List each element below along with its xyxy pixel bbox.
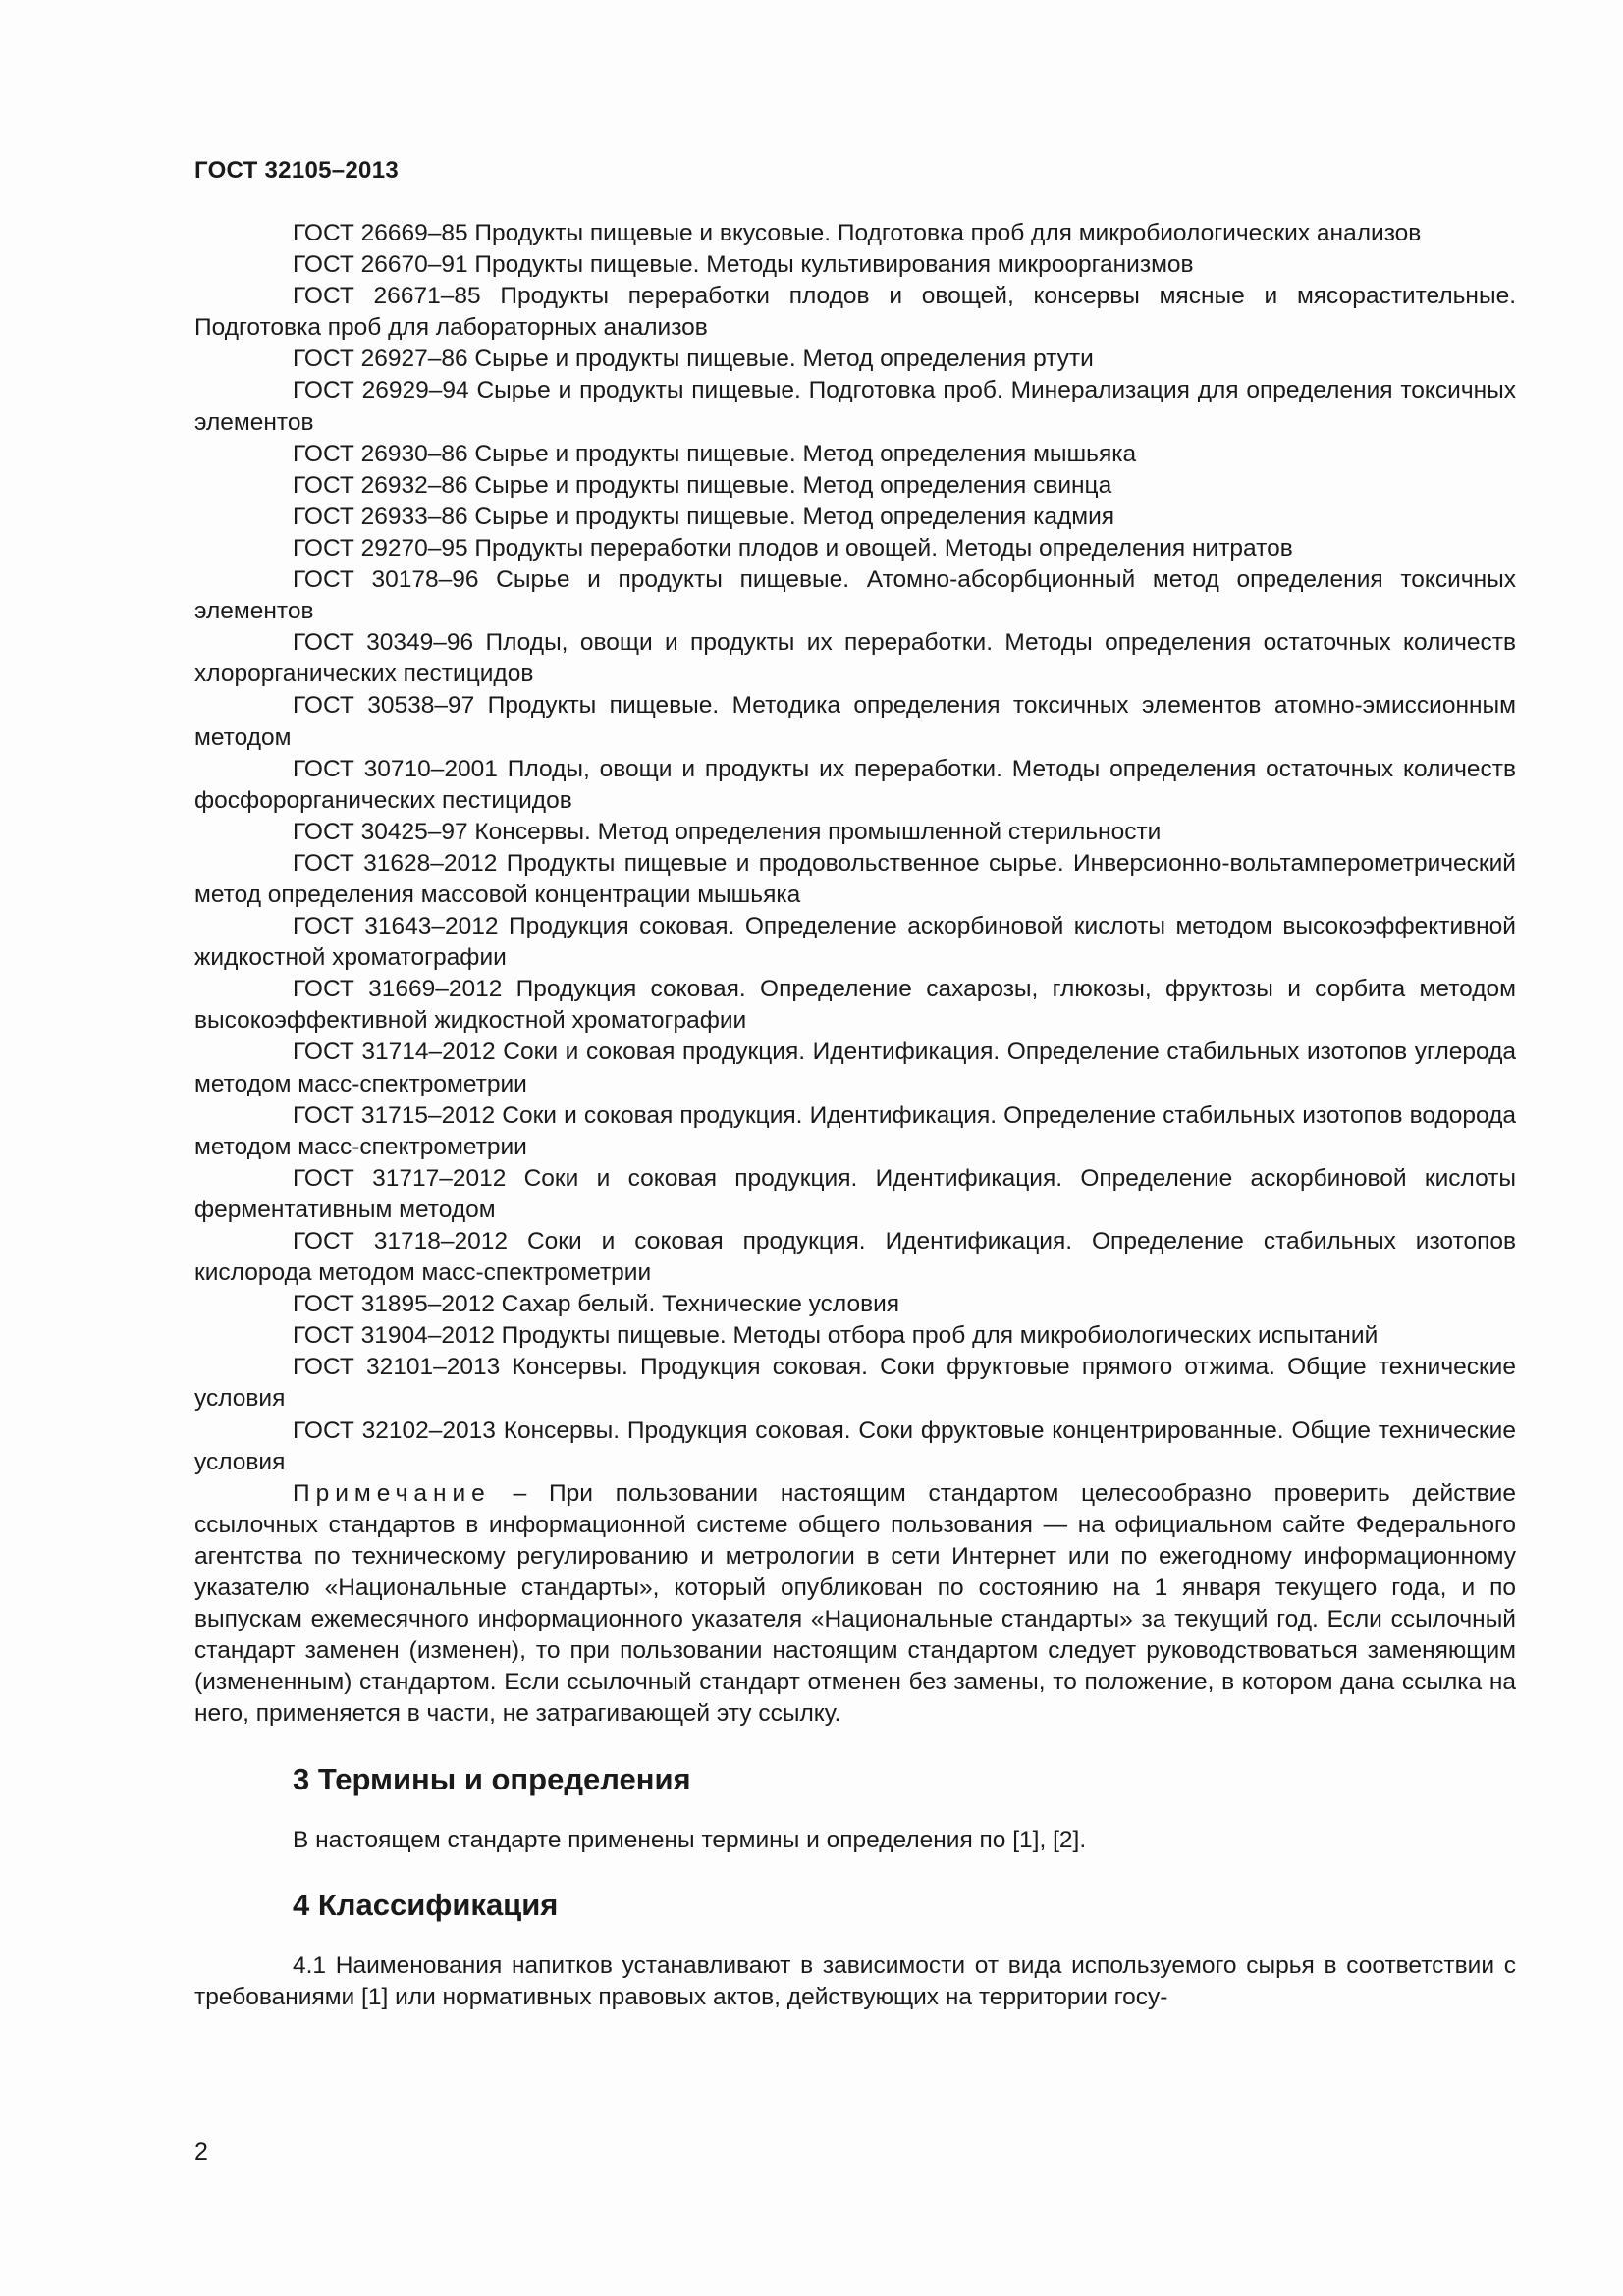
note-paragraph xyxy=(194,1478,1516,1731)
reference-item: ГОСТ 26669–85 Продукты пищевые и вкусовые. Подготовка проб для микробиологических анализов xyxy=(293,220,1422,246)
reference-item: ГОСТ 26671–85 Продукты переработки плодов и овощей, консервы мясные и мясорастительные. Подготовка проб для лабораторных анализов xyxy=(194,283,1516,342)
note-label: Примечание xyxy=(293,1479,491,1507)
reference-item: ГОСТ 31718–2012 Соки и соковая продукция. Идентификация. Определение стабильных изотопов кислорода методом масс-спектрометрии xyxy=(194,1228,1516,1287)
section-3-title: 3 Термины и определения xyxy=(293,1761,691,1796)
reference-item: ГОСТ 30425–97 Консервы. Метод определения промышленной стерильности xyxy=(293,818,1162,845)
reference-item: ГОСТ 32101–2013 Консервы. Продукция соковая. Соки фруктовые прямого отжима. Общие технические условия xyxy=(194,1354,1516,1413)
section-4-text: 4.1 Наименования напитков устанавливают в зависимости от вида используемого сырья в соответствии с требованиями [1] или нормативных правовых актов, действующих на территории госу- xyxy=(194,1951,1516,2010)
reference-item: ГОСТ 26929–94 Сырье и продукты пищевые. Подготовка проб. Минерализация для определения токсичных элементов xyxy=(194,377,1516,436)
reference-item: ГОСТ 26933–86 Сырье и продукты пищевые. Метод определения кадмия xyxy=(293,503,1115,530)
reference-item: ГОСТ 30538–97 Продукты пищевые. Методика определения токсичных элементов атомно-эмиссионным методом xyxy=(194,692,1516,751)
reference-item: ГОСТ 31904–2012 Продукты пищевые. Методы отбора проб для микробиологических испытаний xyxy=(293,1322,1379,1350)
note-text: – При пользовании настоящим стандартом целесообразно проверить действие ссылочных стандартов в информационной системе общего пользования — на официальном сайте Федерального агентства по техническому регулированию и метрологии в сети Интернет или по ежегодному информационному указателю «Национальные стандарты», который опубликован по состоянию на 1 января текущего года, и по выпускам ежемесячного информационного указателя «Национальные стандарты» за текущий год. Если ссылочный стандарт заменен (изменен), то при пользовании настоящим стандартом следует руководствоваться заменяющим (измененным) стандартом. Если ссылочный стандарт отменен без замены, то положение, в котором дана ссылка на него, применяется в части, не затрагивающей эту ссылку. xyxy=(194,1479,1516,1728)
reference-item: ГОСТ 31717–2012 Соки и соковая продукция. Идентификация. Определение аскорбиновой кислоты ферментативным методом xyxy=(194,1164,1516,1223)
reference-item: ГОСТ 32102–2013 Консервы. Продукция соковая. Соки фруктовые концентрированные. Общие технические условия xyxy=(194,1416,1516,1475)
reference-item: ГОСТ 29270–95 Продукты переработки плодов и овощей. Методы определения нитратов xyxy=(293,534,1293,561)
reference-item: ГОСТ 31895–2012 Сахар белый. Технические условия xyxy=(293,1291,900,1318)
reference-item: ГОСТ 26932–86 Сырье и продукты пищевые. Метод определения свинца xyxy=(293,471,1112,499)
reference-item: ГОСТ 31714–2012 Соки и соковая продукция. Идентификация. Определение стабильных изотопов углерода методом масс-спектрометрии xyxy=(194,1039,1516,1097)
reference-item: ГОСТ 30349–96 Плоды, овощи и продукты их переработки. Методы определения остаточных количеств хлорорганических пестицидов xyxy=(194,629,1516,688)
reference-item: ГОСТ 26670–91 Продукты пищевые. Методы культивирования микроорганизмов xyxy=(293,251,1194,279)
reference-item: ГОСТ 31715–2012 Соки и соковая продукция. Идентификация. Определение стабильных изотопов водорода методом масс-спектрометрии xyxy=(194,1101,1516,1160)
reference-item: ГОСТ 31669–2012 Продукция соковая. Определение сахарозы, глюкозы, фруктозы и сорбита методом высокоэффективной жидкостной хроматографии xyxy=(194,976,1516,1035)
section-3-text: В настоящем стандарте применены термины и определения по [1], [2]. xyxy=(293,1826,1087,1853)
reference-item: ГОСТ 30178–96 Сырье и продукты пищевые. Атомно-абсорбционный метод определения токсичных элементов xyxy=(194,566,1516,625)
reference-item: ГОСТ 26927–86 Сырье и продукты пищевые. Метод определения ртути xyxy=(293,346,1094,373)
reference-item: ГОСТ 30710–2001 Плоды, овощи и продукты их переработки. Методы определения остаточных количеств фосфорорганических пестицидов xyxy=(194,755,1516,814)
reference-item: ГОСТ 26930–86 Сырье и продукты пищевые. Метод определения мышьяка xyxy=(293,440,1137,467)
reference-item: ГОСТ 31643–2012 Продукция соковая. Определение аскорбиновой кислоты методом высокоэффективной жидкостной хроматографии xyxy=(194,913,1516,972)
reference-item: ГОСТ 31628–2012 Продукты пищевые и продовольственное сырье. Инверсионно-вольтамперометрический метод определения массовой концентрации мышьяка xyxy=(194,849,1516,908)
section-4-title: 4 Классификация xyxy=(293,1887,559,1922)
document-header: ГОСТ 32105–2013 xyxy=(194,157,399,184)
page-number: 2 xyxy=(194,2138,208,2165)
document-body xyxy=(194,218,1516,2013)
